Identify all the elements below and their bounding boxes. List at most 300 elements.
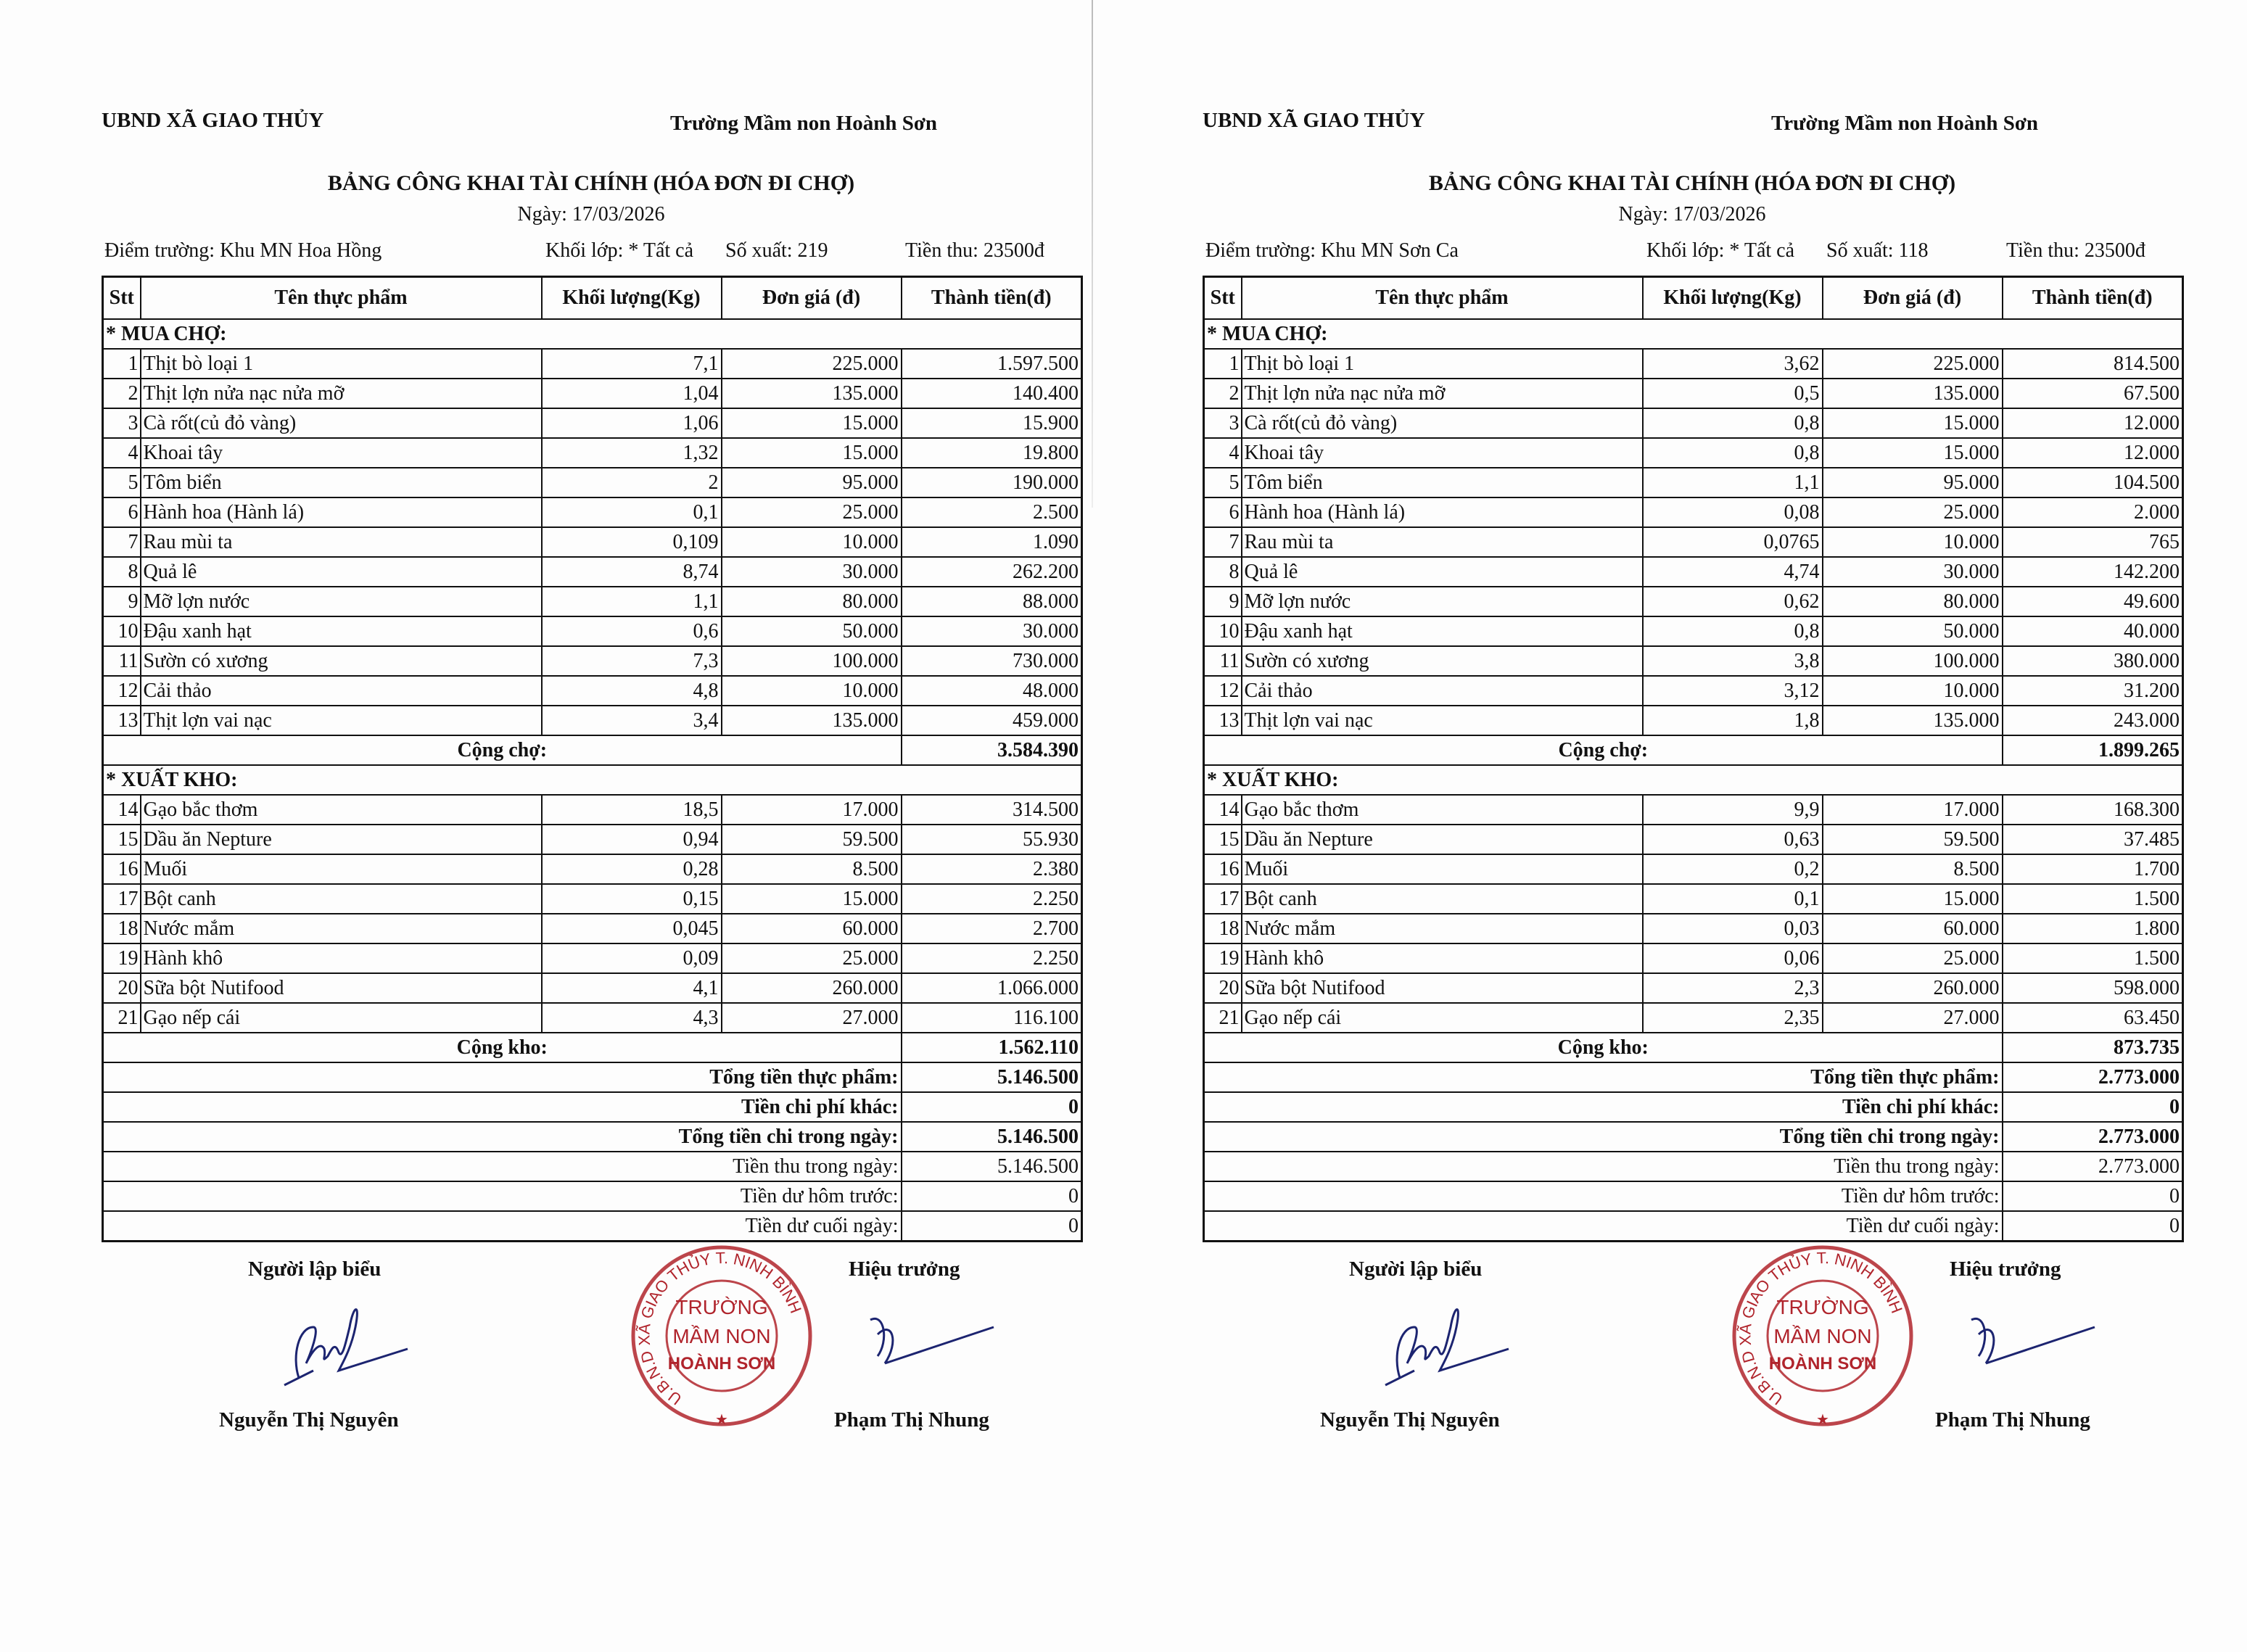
row-weight: 8,74	[542, 557, 722, 587]
principal-signature	[856, 1298, 1001, 1385]
row-weight: 0,8	[1643, 408, 1823, 438]
row-food-name: Sườn có xương	[1242, 646, 1643, 676]
section-label: * XUẤT KHO:	[103, 765, 1082, 795]
row-unit-price: 25.000	[722, 497, 902, 527]
table-row	[1204, 468, 2183, 497]
row-amount: 2.700	[902, 914, 1082, 943]
table-row	[1204, 973, 2183, 1003]
row-weight: 0,8	[1643, 438, 1823, 468]
school-location: Điểm trường: Khu MN Sơn Ca	[1205, 239, 1459, 262]
row-weight: 9,9	[1643, 795, 1823, 825]
row-food-name: Nước mắm	[141, 914, 542, 943]
table-row	[103, 349, 1082, 379]
row-amount: 598.000	[2003, 973, 2183, 1003]
summary-value: 0	[902, 1181, 1082, 1211]
row-stt: 6	[1204, 497, 1242, 527]
row-amount: 67.500	[2003, 379, 2183, 408]
row-amount: 2.500	[902, 497, 1082, 527]
row-food-name: Quả lê	[141, 557, 542, 587]
row-weight: 0,0765	[1643, 527, 1823, 557]
table-row	[1204, 646, 2183, 676]
row-stt: 3	[1204, 408, 1242, 438]
summary-row	[1204, 1092, 2183, 1122]
stamp-star-icon: ★	[1816, 1412, 1829, 1428]
summary-label: Tiền chi phí khác:	[1204, 1092, 2003, 1122]
grade-level: Khối lớp: * Tất cả	[545, 239, 694, 262]
row-food-name: Cà rốt(củ đỏ vàng)	[1242, 408, 1643, 438]
portion-count: Số xuất: 219	[725, 239, 828, 262]
row-weight: 0,28	[542, 854, 722, 884]
principal-name: Phạm Thị Nhung	[1935, 1408, 2090, 1432]
row-stt: 5	[1204, 468, 1242, 497]
stamp-ring-text: U.B.N.D XÃ GIAO THỦY T. NINH BÌNH	[1736, 1248, 1906, 1409]
section-row-warehouse	[1204, 765, 2183, 795]
row-stt: 7	[103, 527, 141, 557]
row-food-name: Dầu ăn Nepture	[141, 825, 542, 854]
row-weight: 4,8	[542, 676, 722, 706]
row-stt: 7	[1204, 527, 1242, 557]
row-amount: 262.200	[902, 557, 1082, 587]
row-amount: 30.000	[902, 616, 1082, 646]
summary-label: Tổng tiền chi trong ngày:	[103, 1122, 902, 1152]
row-amount: 15.900	[902, 408, 1082, 438]
summary-row	[103, 1181, 1082, 1211]
stamp-star-icon: ★	[715, 1412, 728, 1428]
table-row	[103, 408, 1082, 438]
col-weight: Khối lượng(Kg)	[542, 277, 722, 320]
row-weight: 0,045	[542, 914, 722, 943]
col-amount: Thành tiền(đ)	[902, 277, 1082, 320]
summary-label: Tiền thu trong ngày:	[1204, 1152, 2003, 1181]
summary-label: Tiền dư hôm trước:	[103, 1181, 902, 1211]
summary-row	[103, 1092, 1082, 1122]
table-row	[103, 379, 1082, 408]
section-row-market	[103, 319, 1082, 349]
row-unit-price: 59.500	[1823, 825, 2003, 854]
row-food-name: Hành hoa (Hành lá)	[141, 497, 542, 527]
row-weight: 0,03	[1643, 914, 1823, 943]
table-row	[103, 468, 1082, 497]
summary-label: Tiền dư cuối ngày:	[1204, 1211, 2003, 1242]
summary-label: Tổng tiền thực phẩm:	[1204, 1062, 2003, 1092]
preparer-signature	[270, 1298, 415, 1400]
row-unit-price: 225.000	[1823, 349, 2003, 379]
row-stt: 20	[103, 973, 141, 1003]
table-row	[103, 943, 1082, 973]
row-stt: 18	[1204, 914, 1242, 943]
table-row	[103, 795, 1082, 825]
col-weight: Khối lượng(Kg)	[1643, 277, 1823, 320]
row-food-name: Nước mắm	[1242, 914, 1643, 943]
summary-value: 0	[2003, 1181, 2183, 1211]
row-weight: 1,1	[1643, 468, 1823, 497]
summary-label: Tiền chi phí khác:	[103, 1092, 902, 1122]
summary-value: 0	[2003, 1092, 2183, 1122]
row-stt: 3	[103, 408, 141, 438]
row-weight: 2,3	[1643, 973, 1823, 1003]
row-stt: 21	[1204, 1003, 1242, 1033]
row-unit-price: 100.000	[1823, 646, 2003, 676]
row-unit-price: 15.000	[722, 884, 902, 914]
report-title: BẢNG CÔNG KHAI TÀI CHÍNH (HÓA ĐƠN ĐI CHỢ)	[327, 171, 855, 195]
table-row	[103, 1003, 1082, 1033]
table-row	[1204, 825, 2183, 854]
row-food-name: Muối	[141, 854, 542, 884]
header-authority: UBND XÃ GIAO THỦY	[1203, 109, 1425, 132]
row-weight: 0,15	[542, 884, 722, 914]
row-stt: 18	[103, 914, 141, 943]
row-stt: 11	[103, 646, 141, 676]
summary-row	[1204, 1062, 2183, 1092]
summary-value: 0	[2003, 1211, 2183, 1242]
warehouse-total-value: 873.735	[2003, 1033, 2183, 1062]
preparer-name: Nguyễn Thị Nguyên	[219, 1408, 399, 1432]
row-amount: 2.250	[902, 884, 1082, 914]
row-stt: 19	[103, 943, 141, 973]
row-weight: 4,1	[542, 973, 722, 1003]
table-header	[103, 277, 1082, 320]
table-row	[1204, 943, 2183, 973]
row-stt: 6	[103, 497, 141, 527]
school-stamp	[1725, 1242, 1921, 1432]
section-label: * MUA CHỢ:	[103, 319, 1082, 349]
row-amount: 19.800	[902, 438, 1082, 468]
row-unit-price: 10.000	[1823, 527, 2003, 557]
row-weight: 7,1	[542, 349, 722, 379]
row-stt: 2	[1204, 379, 1242, 408]
warehouse-total-label: Cộng kho:	[1204, 1033, 2003, 1062]
row-stt: 10	[103, 616, 141, 646]
principal-title: Hiệu trưởng	[849, 1257, 960, 1281]
table-row	[103, 884, 1082, 914]
row-weight: 1,04	[542, 379, 722, 408]
row-unit-price: 15.000	[1823, 408, 2003, 438]
summary-row	[103, 1062, 1082, 1092]
row-stt: 9	[103, 587, 141, 616]
row-food-name: Gạo nếp cái	[141, 1003, 542, 1033]
table-row	[1204, 795, 2183, 825]
preparer-name: Nguyễn Thị Nguyên	[1320, 1408, 1500, 1432]
row-stt: 5	[103, 468, 141, 497]
row-weight: 1,1	[542, 587, 722, 616]
row-weight: 1,32	[542, 438, 722, 468]
row-stt: 8	[103, 557, 141, 587]
table-row	[1204, 527, 2183, 557]
row-amount: 765	[2003, 527, 2183, 557]
table-row	[103, 914, 1082, 943]
principal-signature	[1957, 1298, 2102, 1385]
col-amount: Thành tiền(đ)	[2003, 277, 2183, 320]
row-amount: 142.200	[2003, 557, 2183, 587]
row-food-name: Thịt bò loại 1	[1242, 349, 1643, 379]
row-food-name: Tôm biển	[1242, 468, 1643, 497]
row-food-name: Đậu xanh hạt	[141, 616, 542, 646]
financial-report-1	[102, 0, 1088, 1523]
summary-label: Tổng tiền thực phẩm:	[103, 1062, 902, 1092]
row-amount: 314.500	[902, 795, 1082, 825]
row-weight: 3,62	[1643, 349, 1823, 379]
row-food-name: Khoai tây	[1242, 438, 1643, 468]
row-food-name: Bột canh	[141, 884, 542, 914]
table-row	[103, 646, 1082, 676]
table-row	[1204, 676, 2183, 706]
portion-count: Số xuất: 118	[1826, 239, 1929, 262]
table-row	[103, 497, 1082, 527]
row-unit-price: 15.000	[1823, 438, 2003, 468]
row-amount: 40.000	[2003, 616, 2183, 646]
table-row	[1204, 616, 2183, 646]
row-amount: 1.800	[2003, 914, 2183, 943]
table-row	[1204, 706, 2183, 735]
row-food-name: Thịt lợn vai nạc	[141, 706, 542, 735]
row-weight: 0,63	[1643, 825, 1823, 854]
row-unit-price: 17.000	[722, 795, 902, 825]
row-stt: 14	[1204, 795, 1242, 825]
table-row	[1204, 854, 2183, 884]
row-unit-price: 15.000	[722, 438, 902, 468]
row-unit-price: 17.000	[1823, 795, 2003, 825]
row-stt: 11	[1204, 646, 1242, 676]
principal-title: Hiệu trưởng	[1950, 1257, 2061, 1281]
report-date: Ngày: 17/03/2026	[1618, 203, 1766, 226]
table-row	[1204, 1003, 2183, 1033]
grade-level: Khối lớp: * Tất cả	[1646, 239, 1795, 262]
summary-label: Tiền dư cuối ngày:	[103, 1211, 902, 1242]
header-authority: UBND XÃ GIAO THỦY	[102, 109, 324, 132]
row-stt: 15	[1204, 825, 1242, 854]
row-food-name: Sữa bột Nutifood	[1242, 973, 1643, 1003]
table-row	[1204, 408, 2183, 438]
stamp-line-2: MẦM NON	[1773, 1325, 1872, 1347]
row-food-name: Thịt bò loại 1	[141, 349, 542, 379]
financial-report-2	[1203, 0, 2189, 1523]
row-food-name: Mỡ lợn nước	[141, 587, 542, 616]
row-stt: 17	[103, 884, 141, 914]
summary-row	[1204, 1211, 2183, 1242]
row-weight: 0,109	[542, 527, 722, 557]
row-unit-price: 135.000	[1823, 706, 2003, 735]
row-amount: 104.500	[2003, 468, 2183, 497]
summary-row	[1204, 1181, 2183, 1211]
row-food-name: Sườn có xương	[141, 646, 542, 676]
market-total-label: Cộng chợ:	[1204, 735, 2003, 765]
summary-value: 5.146.500	[902, 1062, 1082, 1092]
summary-value: 0	[902, 1211, 1082, 1242]
row-unit-price: 27.000	[1823, 1003, 2003, 1033]
row-stt: 16	[1204, 854, 1242, 884]
market-total-value: 1.899.265	[2003, 735, 2183, 765]
table-row	[103, 527, 1082, 557]
row-unit-price: 80.000	[1823, 587, 2003, 616]
summary-value: 0	[902, 1092, 1082, 1122]
row-unit-price: 27.000	[722, 1003, 902, 1033]
row-amount: 49.600	[2003, 587, 2183, 616]
row-amount: 243.000	[2003, 706, 2183, 735]
row-weight: 3,8	[1643, 646, 1823, 676]
fee-per-portion: Tiền thu: 23500đ	[905, 239, 1044, 262]
row-unit-price: 100.000	[722, 646, 902, 676]
row-unit-price: 225.000	[722, 349, 902, 379]
row-weight: 0,5	[1643, 379, 1823, 408]
report-title: BẢNG CÔNG KHAI TÀI CHÍNH (HÓA ĐƠN ĐI CHỢ)	[1428, 171, 1956, 195]
col-unit-price: Đơn giá (đ)	[1823, 277, 2003, 320]
row-amount: 814.500	[2003, 349, 2183, 379]
row-amount: 31.200	[2003, 676, 2183, 706]
row-food-name: Quả lê	[1242, 557, 1643, 587]
summary-label: Tổng tiền chi trong ngày:	[1204, 1122, 2003, 1152]
header-school: Trường Mầm non Hoành Sơn	[1771, 112, 2039, 135]
row-food-name: Cà rốt(củ đỏ vàng)	[141, 408, 542, 438]
row-amount: 116.100	[902, 1003, 1082, 1033]
section-row-market	[1204, 319, 2183, 349]
row-stt: 4	[103, 438, 141, 468]
row-weight: 0,6	[542, 616, 722, 646]
row-weight: 3,12	[1643, 676, 1823, 706]
row-unit-price: 50.000	[722, 616, 902, 646]
preparer-title: Người lập biểu	[248, 1257, 382, 1281]
row-amount: 140.400	[902, 379, 1082, 408]
table-row	[1204, 349, 2183, 379]
market-total-label: Cộng chợ:	[103, 735, 902, 765]
row-amount: 88.000	[902, 587, 1082, 616]
table-row	[103, 557, 1082, 587]
row-unit-price: 15.000	[1823, 884, 2003, 914]
row-amount: 1.500	[2003, 943, 2183, 973]
school-stamp	[624, 1242, 820, 1432]
fee-per-portion: Tiền thu: 23500đ	[2006, 239, 2145, 262]
summary-label: Tiền thu trong ngày:	[103, 1152, 902, 1181]
row-amount: 1.597.500	[902, 349, 1082, 379]
summary-value: 2.773.000	[2003, 1062, 2183, 1092]
row-unit-price: 15.000	[722, 408, 902, 438]
row-stt: 19	[1204, 943, 1242, 973]
col-unit-price: Đơn giá (đ)	[722, 277, 902, 320]
table-row	[103, 706, 1082, 735]
row-weight: 4,74	[1643, 557, 1823, 587]
row-amount: 48.000	[902, 676, 1082, 706]
table-row	[103, 825, 1082, 854]
row-amount: 2.380	[902, 854, 1082, 884]
summary-value: 5.146.500	[902, 1152, 1082, 1181]
row-food-name: Bột canh	[1242, 884, 1643, 914]
row-unit-price: 95.000	[722, 468, 902, 497]
row-food-name: Hành khô	[141, 943, 542, 973]
row-food-name: Dầu ăn Nepture	[1242, 825, 1643, 854]
table-row	[103, 616, 1082, 646]
row-food-name: Mỡ lợn nước	[1242, 587, 1643, 616]
col-stt: Stt	[1204, 277, 1242, 320]
principal-name: Phạm Thị Nhung	[834, 1408, 989, 1432]
row-weight: 0,1	[542, 497, 722, 527]
row-unit-price: 25.000	[1823, 943, 2003, 973]
row-food-name: Rau mùi ta	[1242, 527, 1643, 557]
row-stt: 17	[1204, 884, 1242, 914]
row-amount: 2.000	[2003, 497, 2183, 527]
table-row	[103, 854, 1082, 884]
row-weight: 0,08	[1643, 497, 1823, 527]
row-stt: 12	[103, 676, 141, 706]
row-amount: 1.090	[902, 527, 1082, 557]
row-unit-price: 135.000	[722, 379, 902, 408]
row-stt: 10	[1204, 616, 1242, 646]
table-row	[1204, 379, 2183, 408]
row-amount: 1.066.000	[902, 973, 1082, 1003]
row-weight: 0,2	[1643, 854, 1823, 884]
stamp-line-3: HOÀNH SƠN	[1768, 1354, 1877, 1374]
col-food-name: Tên thực phẩm	[1242, 277, 1643, 320]
warehouse-total-value: 1.562.110	[902, 1033, 1082, 1062]
row-food-name: Gạo bắc thơm	[1242, 795, 1643, 825]
table-row	[103, 438, 1082, 468]
row-food-name: Thịt lợn vai nạc	[1242, 706, 1643, 735]
section-row-warehouse	[103, 765, 1082, 795]
row-amount: 63.450	[2003, 1003, 2183, 1033]
row-unit-price: 25.000	[1823, 497, 2003, 527]
row-unit-price: 80.000	[722, 587, 902, 616]
food-expense-table	[1203, 276, 2184, 1242]
row-stt: 16	[103, 854, 141, 884]
row-weight: 1,8	[1643, 706, 1823, 735]
row-food-name: Hành hoa (Hành lá)	[1242, 497, 1643, 527]
row-food-name: Muối	[1242, 854, 1643, 884]
table-row	[103, 676, 1082, 706]
row-stt: 2	[103, 379, 141, 408]
summary-value: 2.773.000	[2003, 1152, 2183, 1181]
row-amount: 1.500	[2003, 884, 2183, 914]
summary-label: Tiền dư hôm trước:	[1204, 1181, 2003, 1211]
row-stt: 20	[1204, 973, 1242, 1003]
table-row	[1204, 438, 2183, 468]
row-weight: 18,5	[542, 795, 722, 825]
row-amount: 12.000	[2003, 408, 2183, 438]
row-weight: 0,06	[1643, 943, 1823, 973]
row-amount: 55.930	[902, 825, 1082, 854]
row-unit-price: 8.500	[1823, 854, 2003, 884]
row-unit-price: 10.000	[1823, 676, 2003, 706]
row-weight: 0,1	[1643, 884, 1823, 914]
row-weight: 2,35	[1643, 1003, 1823, 1033]
row-unit-price: 30.000	[722, 557, 902, 587]
row-amount: 168.300	[2003, 795, 2183, 825]
warehouse-total-row	[1204, 1033, 2183, 1062]
row-unit-price: 260.000	[1823, 973, 2003, 1003]
row-unit-price: 10.000	[722, 527, 902, 557]
summary-row	[103, 1211, 1082, 1242]
table-row	[1204, 557, 2183, 587]
row-food-name: Hành khô	[1242, 943, 1643, 973]
table-row	[103, 973, 1082, 1003]
row-unit-price: 260.000	[722, 973, 902, 1003]
row-unit-price: 60.000	[722, 914, 902, 943]
row-amount: 190.000	[902, 468, 1082, 497]
row-weight: 7,3	[542, 646, 722, 676]
summary-row	[1204, 1122, 2183, 1152]
section-label: * MUA CHỢ:	[1204, 319, 2183, 349]
row-amount: 1.700	[2003, 854, 2183, 884]
row-amount: 37.485	[2003, 825, 2183, 854]
table-row	[1204, 497, 2183, 527]
row-amount: 380.000	[2003, 646, 2183, 676]
warehouse-total-row	[103, 1033, 1082, 1062]
row-amount: 730.000	[902, 646, 1082, 676]
row-amount: 12.000	[2003, 438, 2183, 468]
preparer-title: Người lập biểu	[1349, 1257, 1483, 1281]
row-food-name: Cải thảo	[1242, 676, 1643, 706]
row-stt: 13	[103, 706, 141, 735]
row-food-name: Cải thảo	[141, 676, 542, 706]
table-header	[1204, 277, 2183, 320]
table-row	[1204, 587, 2183, 616]
